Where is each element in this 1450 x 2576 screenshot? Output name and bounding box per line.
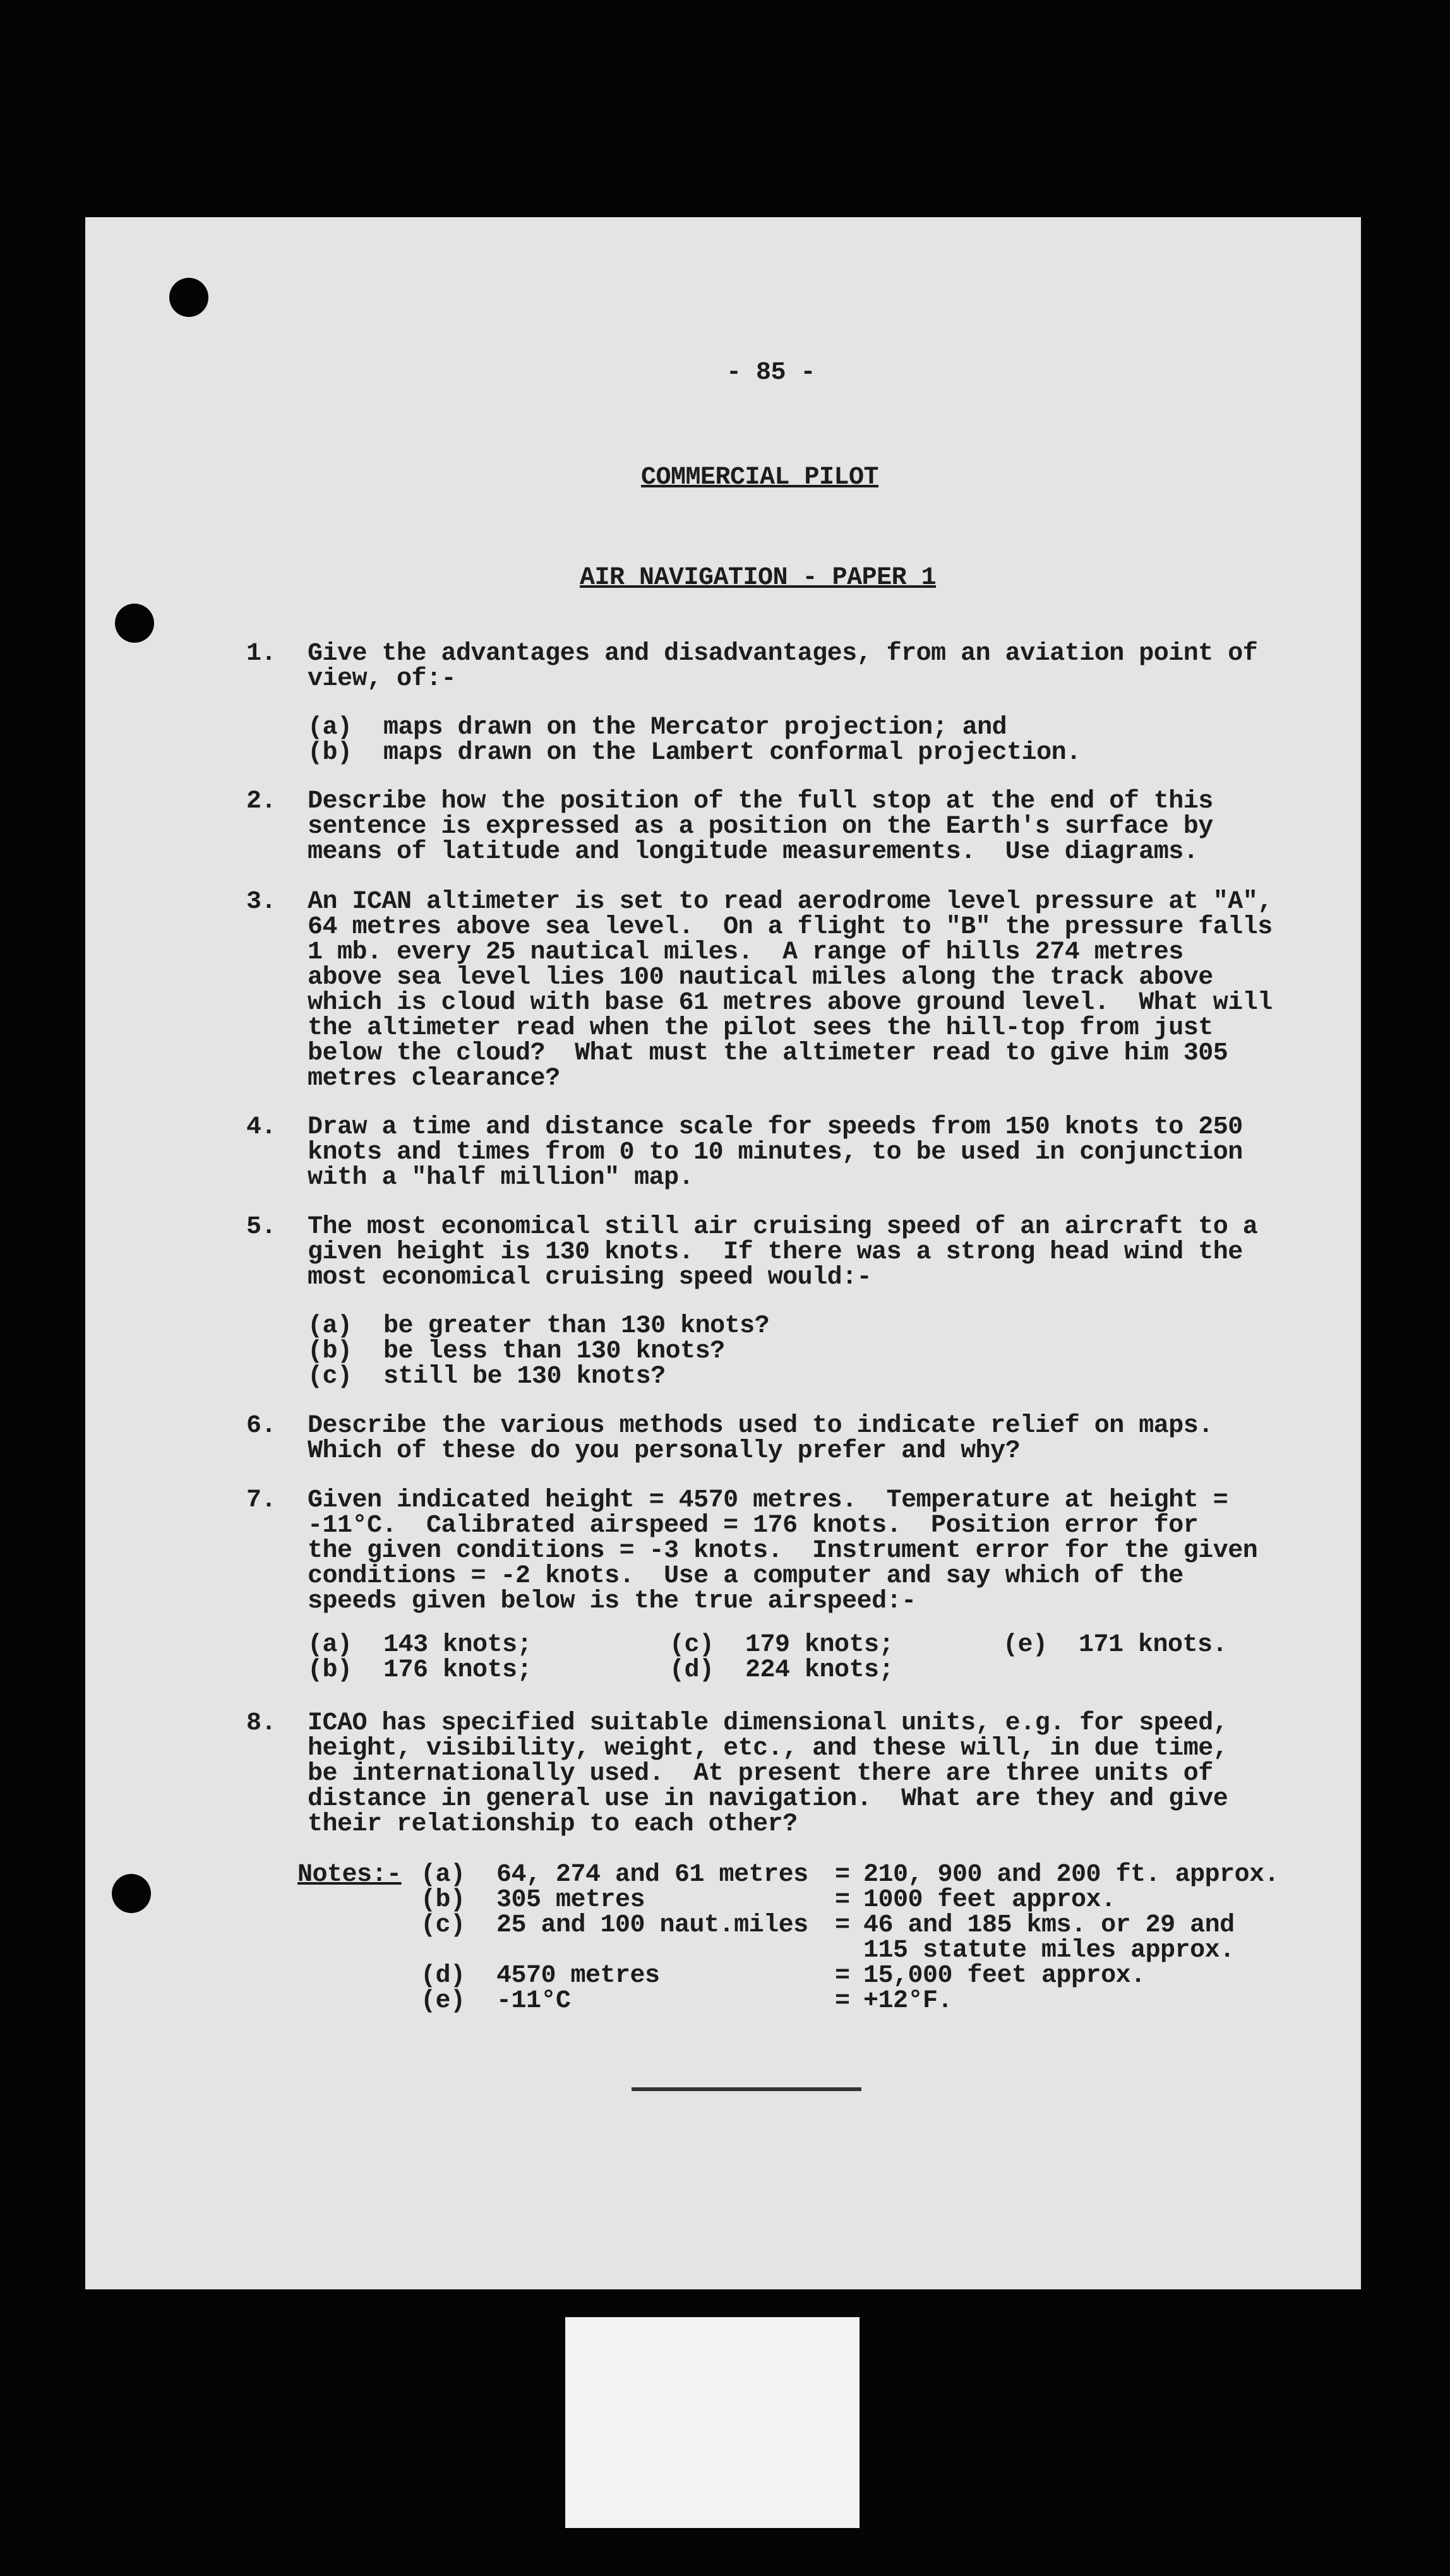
note-left: 64, 274 and 61 metres	[496, 1861, 808, 1889]
question-text-line: means of latitude and longitude measurements. Use diagrams.	[308, 838, 1199, 866]
question-number: 1.	[246, 640, 277, 668]
question-text-line: with a "half million" map.	[308, 1164, 694, 1192]
note-equals: =	[835, 1987, 850, 2015]
question-number: 5.	[246, 1213, 277, 1241]
question-text-line: ICAO has specified suitable dimensional units, e.g. for speed,	[308, 1709, 1228, 1738]
question-number: 4.	[246, 1113, 277, 1142]
option-label: (d)	[669, 1656, 714, 1685]
question-number: 2.	[246, 787, 277, 816]
option-label: (b)	[308, 1337, 352, 1366]
question-text-line: An ICAN altimeter is set to read aerodrome level pressure at "A",	[308, 888, 1273, 916]
note-equals: =	[835, 1886, 850, 1914]
question-number: 8.	[246, 1709, 277, 1738]
note-left: 25 and 100 naut.miles	[496, 1911, 808, 1940]
question-text-line: most economical cruising speed would:-	[308, 1263, 872, 1292]
note-left: -11°C	[496, 1987, 571, 2015]
note-key: (c)	[421, 1911, 465, 1940]
option-text: maps drawn on the Lambert conformal projection.	[383, 739, 1081, 767]
question-text-line: above sea level lies 100 nautical miles along the track above	[308, 963, 1213, 992]
option-text: 143 knots;	[383, 1631, 532, 1659]
note-right: 15,000 feet approx.	[863, 1962, 1146, 1990]
paper-title: AIR NAVIGATION - PAPER 1	[580, 564, 937, 592]
option-text: be less than 130 knots?	[383, 1337, 725, 1366]
option-text: be greater than 130 knots?	[383, 1312, 770, 1340]
question-text-line: distance in general use in navigation. What are they and give	[308, 1785, 1228, 1813]
question-text-line: metres clearance?	[308, 1064, 560, 1093]
option-label: (a)	[308, 1631, 352, 1659]
question-number: 6.	[246, 1412, 277, 1440]
note-right: 115 statute miles approx.	[863, 1936, 1235, 1965]
question-text-line: Draw a time and distance scale for speeds from 150 knots to 250	[308, 1113, 1243, 1142]
question-text-line: view, of:-	[308, 665, 457, 693]
option-label: (c)	[669, 1631, 714, 1659]
note-right: +12°F.	[863, 1987, 953, 2015]
question-text-line: their relationship to each other?	[308, 1810, 798, 1839]
question-text-line: -11°C. Calibrated airspeed = 176 knots. Position error for	[308, 1512, 1199, 1540]
note-right: 46 and 185 kms. or 29 and	[863, 1911, 1235, 1940]
punch-hole	[169, 278, 208, 317]
note-equals: =	[835, 1861, 850, 1889]
option-text: still be 130 knots?	[383, 1363, 666, 1391]
option-label: (c)	[308, 1363, 352, 1391]
option-label: (b)	[308, 739, 352, 767]
question-text-line: sentence is expressed as a position on the Earth's surface by	[308, 813, 1213, 841]
option-text: 171 knots.	[1079, 1631, 1228, 1659]
question-number: 7.	[246, 1486, 277, 1515]
end-rule	[632, 2087, 861, 2091]
option-text: 179 knots;	[745, 1631, 894, 1659]
question-text-line: which is cloud with base 61 metres above ground level. What will	[308, 989, 1273, 1017]
option-label: (a)	[308, 1312, 352, 1340]
option-label: (a)	[308, 713, 352, 742]
question-text-line: below the cloud? What must the altimeter read to give him 305	[308, 1039, 1228, 1068]
note-equals: =	[835, 1911, 850, 1940]
question-text-line: 64 metres above sea level. On a flight to "B" the pressure falls	[308, 913, 1273, 941]
notes-label: Notes:-	[297, 1861, 402, 1889]
question-number: 3.	[246, 888, 277, 916]
question-text-line: 1 mb. every 25 nautical miles. A range of hills 274 metres	[308, 938, 1183, 967]
question-text-line: Which of these do you personally prefer and why?	[308, 1437, 1021, 1465]
note-key: (b)	[421, 1886, 465, 1914]
question-text-line: Describe the various methods used to indicate relief on maps.	[308, 1412, 1213, 1440]
note-key: (d)	[421, 1962, 465, 1990]
option-label: (b)	[308, 1656, 352, 1685]
question-text-line: Describe how the position of the full stop at the end of this	[308, 787, 1213, 816]
note-key: (e)	[421, 1987, 465, 2015]
document-heading: COMMERCIAL PILOT	[641, 463, 879, 492]
option-text: 224 knots;	[745, 1656, 894, 1685]
note-equals: =	[835, 1962, 850, 1990]
question-text-line: be internationally used. At present there are three units of	[308, 1760, 1213, 1788]
option-text: 176 knots;	[383, 1656, 532, 1685]
question-text-line: knots and times from 0 to 10 minutes, to be used in conjunction	[308, 1138, 1243, 1167]
blank-slip	[565, 2317, 860, 2528]
question-text-line: height, visibility, weight, etc., and these will, in due time,	[308, 1734, 1228, 1763]
question-text-line: the given conditions = -3 knots. Instrument error for the given	[308, 1537, 1258, 1565]
option-text: maps drawn on the Mercator projection; and	[383, 713, 1007, 742]
note-left: 305 metres	[496, 1886, 645, 1914]
question-text-line: Give the advantages and disadvantages, from an aviation point of	[308, 640, 1258, 668]
page-number: - 85 -	[726, 359, 816, 387]
punch-hole	[115, 604, 154, 643]
punch-hole	[112, 1874, 151, 1913]
question-text-line: the altimeter read when the pilot sees the hill-top from just	[308, 1014, 1213, 1042]
question-text-line: conditions = -2 knots. Use a computer and say which of the	[308, 1562, 1183, 1590]
note-left: 4570 metres	[496, 1962, 660, 1990]
question-text-line: The most economical still air cruising speed of an aircraft to a	[308, 1213, 1258, 1241]
question-text-line: given height is 130 knots. If there was a strong head wind the	[308, 1238, 1243, 1267]
note-right: 210, 900 and 200 ft. approx.	[863, 1861, 1279, 1889]
option-label: (e)	[1003, 1631, 1048, 1659]
note-key: (a)	[421, 1861, 465, 1889]
question-text-line: speeds given below is the true airspeed:-	[308, 1587, 916, 1616]
question-text-line: Given indicated height = 4570 metres. Temperature at height =	[308, 1486, 1228, 1515]
note-right: 1000 feet approx.	[863, 1886, 1116, 1914]
